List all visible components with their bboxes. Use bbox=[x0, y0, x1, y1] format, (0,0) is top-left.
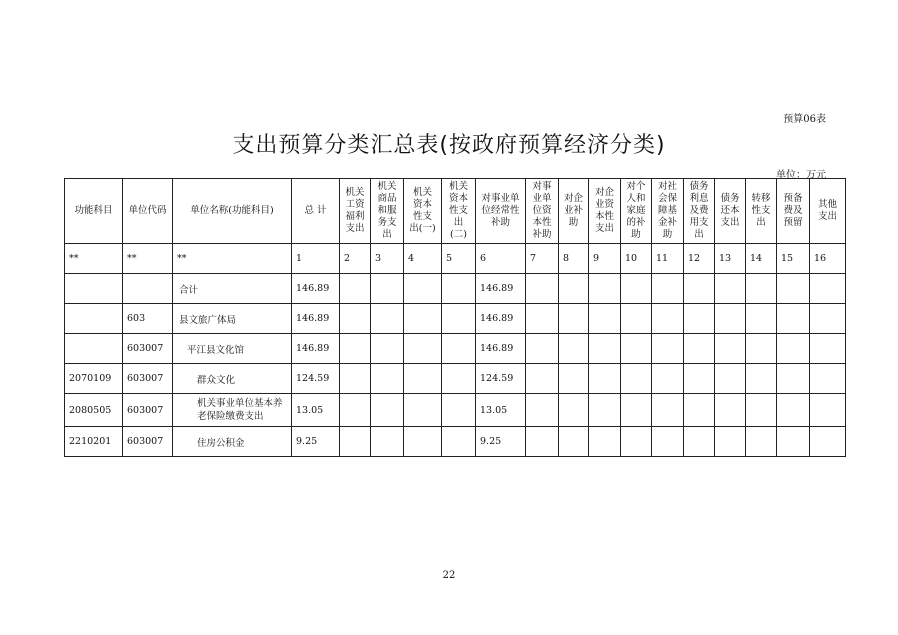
total-cell: 9.25 bbox=[292, 427, 340, 457]
column-header: 债务利息及费用支出 bbox=[684, 179, 715, 244]
index-cell: ** bbox=[173, 244, 292, 274]
index-cell: 10 bbox=[621, 244, 652, 274]
total-cell: 146.89 bbox=[292, 304, 340, 334]
column-header: 机关商品和服务支出 bbox=[371, 179, 404, 244]
table-row bbox=[65, 394, 846, 427]
index-row bbox=[65, 244, 846, 274]
unit-label: 单位：万元 bbox=[776, 170, 826, 181]
function-code-cell bbox=[65, 334, 123, 364]
column-header: 机关工资福利支出 bbox=[340, 179, 371, 244]
column-header: 机关资本性支出(一) bbox=[404, 179, 442, 244]
unit-code-cell: 603 bbox=[123, 304, 173, 334]
unit-name-cell: 平江县文化馆 bbox=[173, 334, 292, 364]
unit-code-cell: 603007 bbox=[123, 334, 173, 364]
table-row bbox=[65, 364, 846, 394]
unit-code-cell: 603007 bbox=[123, 427, 173, 457]
index-cell: 9 bbox=[589, 244, 621, 274]
total-cell: 124.59 bbox=[292, 364, 340, 394]
column-header: 预备费及预留 bbox=[777, 179, 810, 244]
function-code-cell: 2070109 bbox=[65, 364, 123, 394]
total-cell: 146.89 bbox=[292, 334, 340, 364]
column-header: 转移性支出 bbox=[746, 179, 777, 244]
index-cell: 1 bbox=[292, 244, 340, 274]
unit-code-cell bbox=[123, 274, 173, 304]
function-code-cell bbox=[65, 274, 123, 304]
institution-subsidy-cell: 146.89 bbox=[476, 334, 526, 364]
institution-subsidy-cell: 146.89 bbox=[476, 304, 526, 334]
index-cell: 3 bbox=[371, 244, 404, 274]
column-header: 对事业单位资本性补助 bbox=[526, 179, 559, 244]
institution-subsidy-cell: 124.59 bbox=[476, 364, 526, 394]
page-number: 22 bbox=[442, 570, 456, 581]
table-row bbox=[65, 304, 846, 334]
column-header: 对社会保障基金补助 bbox=[652, 179, 684, 244]
index-cell: 12 bbox=[684, 244, 715, 274]
unit-name-cell: 群众文化 bbox=[173, 364, 292, 394]
unit-name-cell: 县文旅广体局 bbox=[173, 304, 292, 334]
table-row bbox=[65, 274, 846, 304]
index-cell: 6 bbox=[476, 244, 526, 274]
unit-name-cell: 合计 bbox=[173, 274, 292, 304]
index-cell: ** bbox=[65, 244, 123, 274]
index-cell: 5 bbox=[442, 244, 476, 274]
header-row bbox=[65, 179, 846, 244]
table-number: 预算06表 bbox=[783, 114, 826, 125]
column-header: 总 计 bbox=[292, 179, 340, 244]
table-row bbox=[65, 334, 846, 364]
column-header: 其他支出 bbox=[810, 179, 846, 244]
unit-code-cell: 603007 bbox=[123, 394, 173, 427]
unit-name-cell: 住房公积金 bbox=[173, 427, 292, 457]
total-cell: 13.05 bbox=[292, 394, 340, 427]
index-cell: ** bbox=[123, 244, 173, 274]
column-header: 对企业补助 bbox=[559, 179, 589, 244]
index-cell: 13 bbox=[715, 244, 746, 274]
index-cell: 4 bbox=[404, 244, 442, 274]
column-header: 功能科目 bbox=[65, 179, 123, 244]
function-code-cell bbox=[65, 304, 123, 334]
index-cell: 7 bbox=[526, 244, 559, 274]
institution-subsidy-cell: 146.89 bbox=[476, 274, 526, 304]
institution-subsidy-cell: 13.05 bbox=[476, 394, 526, 427]
unit-code-cell: 603007 bbox=[123, 364, 173, 394]
column-header: 对个人和家庭的补助 bbox=[621, 179, 652, 244]
column-header: 债务还本支出 bbox=[715, 179, 746, 244]
page-title: 支出预算分类汇总表(按政府预算经济分类) bbox=[232, 133, 666, 158]
function-code-cell: 2210201 bbox=[65, 427, 123, 457]
column-header: 单位名称(功能科目) bbox=[173, 179, 292, 244]
column-header: 对企业资本性支出 bbox=[589, 179, 621, 244]
index-cell: 14 bbox=[746, 244, 777, 274]
column-header: 机关资本性支出(二) bbox=[442, 179, 476, 244]
institution-subsidy-cell: 9.25 bbox=[476, 427, 526, 457]
table-row bbox=[65, 427, 846, 457]
index-cell: 2 bbox=[340, 244, 371, 274]
total-cell: 146.89 bbox=[292, 274, 340, 304]
index-cell: 11 bbox=[652, 244, 684, 274]
index-cell: 8 bbox=[559, 244, 589, 274]
index-cell: 15 bbox=[777, 244, 810, 274]
column-header: 单位代码 bbox=[123, 179, 173, 244]
expenditure-table bbox=[64, 178, 846, 457]
index-cell: 16 bbox=[810, 244, 846, 274]
function-code-cell: 2080505 bbox=[65, 394, 123, 427]
unit-name-cell: 机关事业单位基本养老保险缴费支出 bbox=[173, 394, 292, 427]
column-header: 对事业单位经常性补助 bbox=[476, 179, 526, 244]
